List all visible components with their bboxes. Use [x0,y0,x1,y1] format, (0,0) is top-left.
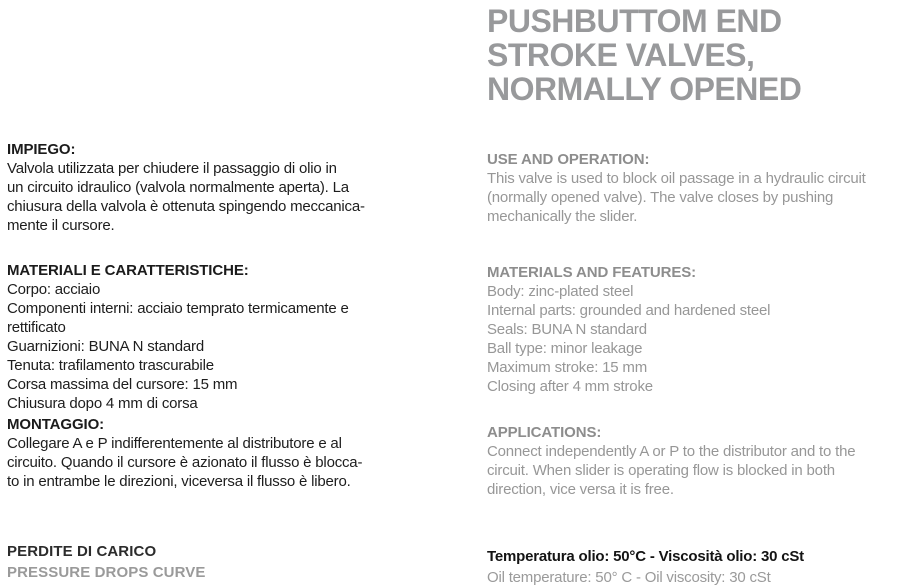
text-line: mente il cursore. [7,217,115,234]
text-line: This valve is used to block oil passage in a hydraulic circuit [487,170,866,187]
oil-conditions-caption [487,546,908,588]
section-impiego [7,140,455,235]
section-heading-use-and-operation: USE AND OPERATION: [487,151,650,168]
section-materials-and-features [487,263,908,396]
text-line: Collegare A e P indifferentemente al distributore e al [7,435,342,452]
text-line: PUSHBUTTOM END [487,3,782,39]
section-montaggio [7,415,455,491]
text-line: Tenuta: trafilamento trascurabile [7,357,214,374]
text-line: un circuito idraulico (valvola normalmente aperta). La [7,179,349,196]
pressure-drops-caption [7,541,455,583]
text-line: circuit. When slider is operating flow is blocked in both [487,462,835,479]
section-materiali [7,261,455,413]
text-line: direction, vice versa it is free. [487,481,674,498]
text-line: Oil temperature: 50° C - Oil viscosity: 30 cSt [487,569,771,586]
section-use-and-operation [487,150,908,226]
section-applications [487,423,908,499]
section-heading-materials-and-features: MATERIALS AND FEATURES: [487,264,697,281]
section-heading-impiego: IMPIEGO: [7,141,76,158]
text-line: STROKE VALVES, [487,37,755,73]
section-body-montaggio [7,434,455,491]
text-line: Connect independently A or P to the distributor and to the [487,443,856,460]
section-body-applications [487,442,908,499]
text-line: Ball type: minor leakage [487,340,643,357]
section-heading-applications: APPLICATIONS: [487,424,602,441]
section-body-use-and-operation [487,169,908,226]
section-body-impiego [7,159,455,235]
section-body-materials-and-features [487,282,908,396]
text-line: NORMALLY OPENED [487,71,802,107]
text-line: Guarnizioni: BUNA N standard [7,338,204,355]
text-line: to in entrambe le direzioni, viceversa il flusso è libero. [7,473,351,490]
text-line: PERDITE DI CARICO [7,543,157,560]
section-heading-montaggio: MONTAGGIO: [7,416,105,433]
section-body-materiali [7,280,455,413]
text-line: Componenti interni: acciaio temprato termicamente e [7,300,349,317]
text-line: circuito. Quando il cursore è azionato il flusso è blocca- [7,454,363,471]
text-line: Corsa massima del cursore: 15 mm [7,376,238,393]
text-line: (normally opened valve). The valve closes by pushing [487,189,834,206]
text-line: rettificato [7,319,66,336]
text-line: chiusura della valvola è ottenuta spingendo meccanica- [7,198,365,215]
text-line: Body: zinc-plated steel [487,283,634,300]
text-line: Seals: BUNA N standard [487,321,647,338]
text-line: Corpo: acciaio [7,281,101,298]
text-line: PRESSURE DROPS CURVE [7,564,206,581]
text-line: Internal parts: grounded and hardened steel [487,302,771,319]
text-line: Maximum stroke: 15 mm [487,359,647,376]
text-line: Temperatura olio: 50°C - Viscosità olio: 30 cSt [487,548,804,565]
text-line: mechanically the slider. [487,208,638,225]
section-heading-materiali: MATERIALI E CARATTERISTICHE: [7,262,249,279]
text-line: Closing after 4 mm stroke [487,378,653,395]
text-line: Chiusura dopo 4 mm di corsa [7,395,198,412]
text-line: Valvola utilizzata per chiudere il passaggio di olio in [7,160,337,177]
page-title [487,4,908,106]
